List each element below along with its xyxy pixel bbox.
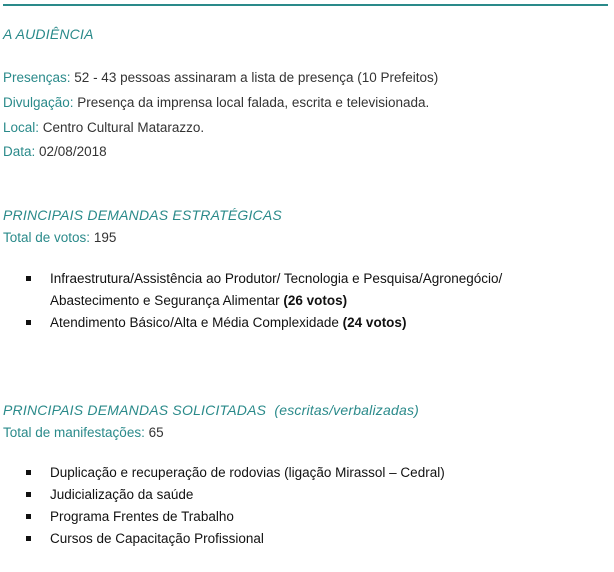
total-value: 195 <box>90 230 117 245</box>
row-local <box>3 120 204 135</box>
row-value: 52 - 43 pessoas assinaram a lista de presença (10 Prefeitos) <box>70 70 439 85</box>
item-line1: Infraestrutura/Assistência ao Produtor/ Tecnologia e Pesquisa/Agronegócio/ <box>50 271 503 286</box>
item-votes: (26 votos) <box>283 293 348 308</box>
item-text: Programa Frentes de Trabalho <box>50 509 234 524</box>
row-label: Data: <box>3 144 36 159</box>
list-item <box>26 312 502 334</box>
total-manifestacoes <box>3 425 164 440</box>
section-heading-audiencia: A AUDIÊNCIA <box>3 26 94 42</box>
bullet-square-icon <box>26 320 31 325</box>
total-votos <box>3 230 116 245</box>
bullet-square-icon <box>26 276 31 281</box>
row-divulgacao <box>3 95 429 110</box>
bullet-square-icon <box>26 470 31 475</box>
total-value: 65 <box>144 425 164 440</box>
total-label: Total de manifestações: <box>3 425 145 440</box>
heading-sub: (escritas/verbalizadas) <box>266 402 420 418</box>
item-line1: Atendimento Básico/Alta e Média Complexidade <box>50 315 343 330</box>
row-value: Presença da imprensa local falada, escrita e televisionada. <box>73 95 430 110</box>
list-item <box>26 506 445 528</box>
row-presencas <box>3 70 438 85</box>
item-line2: Abastecimento e Segurança Alimentar <box>50 293 284 308</box>
item-text: Cursos de Capacitação Profissional <box>50 531 264 546</box>
top-divider <box>3 4 608 6</box>
total-label: Total de votos: <box>3 230 91 245</box>
section-heading-solicitadas <box>3 402 419 418</box>
row-value: Centro Cultural Matarazzo. <box>39 120 205 135</box>
item-votes: (24 votos) <box>342 315 407 330</box>
row-label: Presenças: <box>3 70 71 85</box>
item-text: Judicialização da saúde <box>50 487 194 502</box>
solicitadas-list <box>26 462 445 550</box>
row-label: Divulgação: <box>3 95 74 110</box>
row-data <box>3 144 107 159</box>
row-label: Local: <box>3 120 40 135</box>
list-item <box>26 484 445 506</box>
row-value: 02/08/2018 <box>35 144 107 159</box>
estrategicas-list <box>26 268 502 334</box>
list-item <box>26 268 502 312</box>
list-item <box>26 528 445 550</box>
section-heading-estrategicas: PRINCIPAIS DEMANDAS ESTRATÉGICAS <box>3 207 282 223</box>
bullet-square-icon <box>26 514 31 519</box>
bullet-square-icon <box>26 492 31 497</box>
heading-main: PRINCIPAIS DEMANDAS SOLICITADAS <box>3 402 267 418</box>
bullet-square-icon <box>26 536 31 541</box>
item-text: Duplicação e recuperação de rodovias (ligação Mirassol – Cedral) <box>50 465 445 480</box>
list-item <box>26 462 445 484</box>
